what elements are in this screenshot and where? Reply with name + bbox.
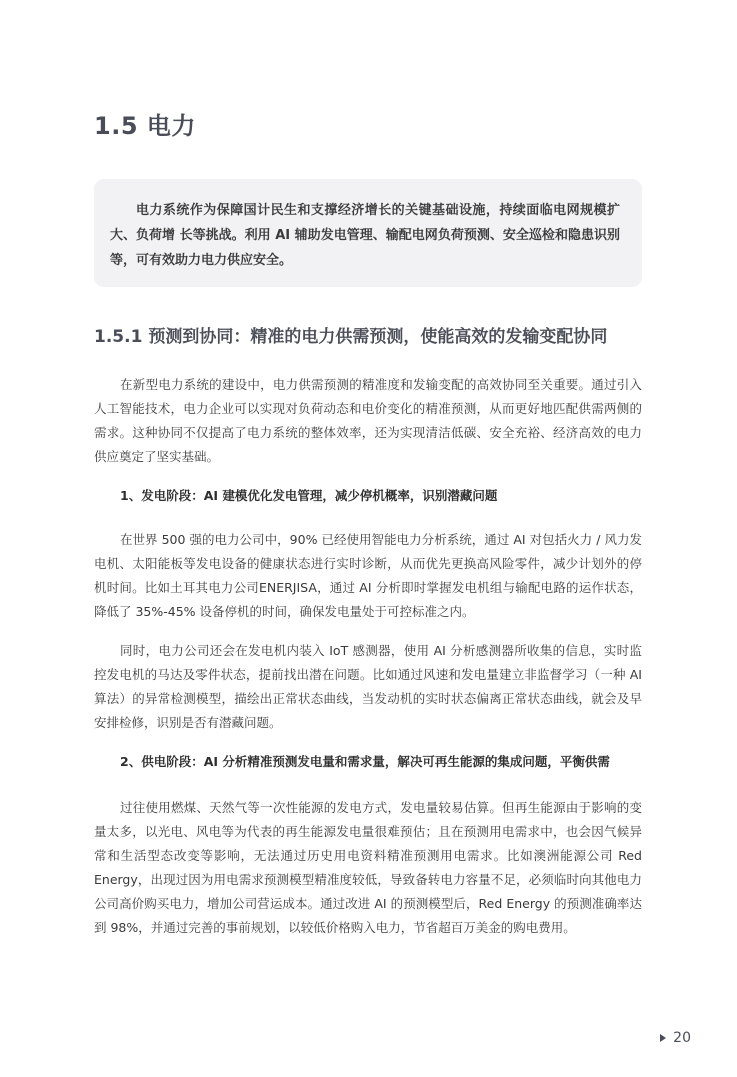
stage1-heading-block	[94, 484, 642, 508]
intro-paragraph: 在新型电力系统的建设中，电力供需预测的精准度和发输变配的高效协同至关重要。通过引入人工智能技术，电力企业可以实现对负荷动态和电价变化的精准预测，从而更好地匹配供需两侧的需求。这种协同不仅提高了电力系统的整体效率，还为实现清洁低碳、安全充裕、经济高效的电力供应奠定了坚实基础。	[94, 377, 642, 464]
stage1-paragraph-2: 同时，电力公司还会在发电机内装入 IoT 感测器，使用 AI 分析感测器所收集的信息，实时监控发电机的马达及零件状态，提前找出潜在问题。比如通过风速和发电量建立非监督学习（一种 AI 算法）的异常检测模型，描绘出正常状态曲线，当发动机的实时状态偏离正常状态曲线，就会及早安排检修，识别是否有潜藏问题。	[94, 643, 642, 730]
page-number: 20	[673, 1030, 691, 1046]
intro-block	[94, 373, 642, 469]
stage2-heading-block	[94, 750, 642, 774]
stage2-p1-block	[94, 796, 642, 940]
summary-box	[94, 179, 642, 287]
section-title: 1.5 电力	[94, 112, 196, 140]
stage2-paragraph-1: 过往使用燃煤、天然气等一次性能源的发电方式，发电量较易估算。但再生能源由于影响的变量太多，以光电、风电等为代表的再生能源发电量很难预估；且在预测用电需求中，也会因气候异常和生活型态改变等影响，无法通过历史用电资料精准预测用电需求。比如澳洲能源公司 Red Energy，出现过因为用电需求预测模型精准度较低，导致备转电力容量不足，必须临时向其他电力公司高价购买电力，增加公司营运成本。通过改进 AI 的预测模型后，Red Energy 的预测准确率达到 98%，并通过完善的事前规划，以较低价格购入电力，节省超百万美金的购电费用。	[94, 800, 642, 935]
stage2-heading: 2、供电阶段：AI 分析精准预测发电量和需求量，解决可再生能源的集成问题，平衡供需	[120, 754, 610, 769]
subsection-title: 1.5.1 预测到协同：精准的电力供需预测，使能高效的发输变配协同	[94, 327, 608, 347]
summary-text: 电力系统作为保障国计民生和支撑经济增长的关键基础设施，持续面临电网规模扩大、负荷增 长等挑战。利用 AI 辅助发电管理、输配电网负荷预测、安全巡检和隐患识别等，可有效助力电力供应安全。	[110, 203, 620, 268]
page-footer	[660, 1028, 691, 1048]
stage1-p2-block	[94, 639, 642, 735]
stage1-p1-block	[94, 528, 642, 624]
stage1-heading: 1、发电阶段：AI 建模优化发电管理，减少停机概率，识别潜藏问题	[120, 488, 498, 503]
stage1-paragraph-1: 在世界 500 强的电力公司中，90% 已经使用智能电力分析系统，通过 AI 对包括火力 / 风力发电机、太阳能板等发电设备的健康状态进行实时诊断，从而优先更换高风险零件，减少计划外的停机时间。比如土耳其电力公司ENERJISA，通过 AI 分析即时掌握发电机组与输配电路的运作状态，降低了 35%-45% 设备停机的时间，确保发电量处于可控标准之内。	[94, 532, 642, 619]
triangle-right-icon	[660, 1034, 666, 1042]
